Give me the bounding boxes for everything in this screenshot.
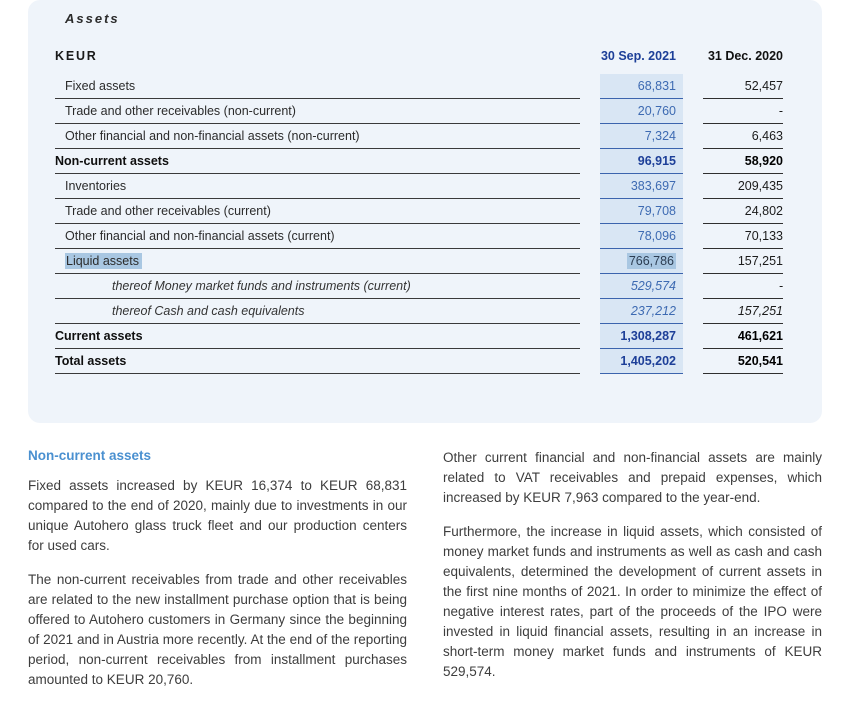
table-row [55, 149, 783, 174]
column-gap [683, 324, 703, 349]
value-2021: 766,786 [600, 249, 683, 274]
value-2021: 20,760 [600, 99, 683, 124]
value-2020: 58,920 [703, 149, 783, 174]
column-gap [683, 149, 703, 174]
column-gap [683, 299, 703, 324]
column-header-2021: 30 Sep. 2021 [600, 49, 676, 63]
row-label: Non-current assets [55, 149, 580, 174]
value-2020: 52,457 [703, 74, 783, 99]
column-gap [580, 249, 600, 274]
commentary-right-paragraphs [443, 448, 822, 682]
table-row [55, 349, 783, 374]
column-gap [580, 199, 600, 224]
column-header-2020: 31 Dec. 2020 [707, 49, 783, 63]
table-row [55, 299, 783, 324]
column-gap [683, 249, 703, 274]
value-2020: 520,541 [703, 349, 783, 374]
column-gap [580, 224, 600, 249]
table-row [55, 74, 783, 99]
paragraph: Furthermore, the increase in liquid assets, which consisted of money market funds and instruments as well as cash and cash equivalents, determined the development of current assets in the first nine months of 2021. In order to minimize the effect of negative interest rates, part of the proceeds of the IPO were invested in liquid financial assets, resulting in an increase in short-term money market funds and instruments of KEUR 529,574. [443, 524, 822, 679]
table-row [55, 199, 783, 224]
column-gap [683, 174, 703, 199]
row-label: Trade and other receivables (non-current) [55, 99, 580, 124]
value-2020: 6,463 [703, 124, 783, 149]
column-gap [580, 74, 600, 99]
table-header-row [55, 49, 783, 63]
column-gap [683, 224, 703, 249]
assets-panel [28, 0, 822, 423]
row-label: Other financial and non-financial assets (current) [55, 224, 580, 249]
paragraph: Fixed assets increased by KEUR 16,374 to KEUR 68,831 compared to the end of 2020, mainly due to investments in our unique Autohero glass truck fleet and our production centers for used cars. [28, 478, 407, 553]
value-2020: 157,251 [703, 299, 783, 324]
value-2021: 1,405,202 [600, 349, 683, 374]
paragraph: Other current financial and non-financial assets are mainly related to VAT receivables and prepaid expenses, which increased by KEUR 7,963 compared to the year-end. [443, 450, 822, 505]
row-label: Other financial and non-financial assets (non-current) [55, 124, 580, 149]
value-2020: 461,621 [703, 324, 783, 349]
value-2021: 383,697 [600, 174, 683, 199]
commentary-heading: Non-current assets [28, 448, 152, 463]
row-label: thereof Cash and cash equivalents [55, 299, 580, 324]
value-2020: 157,251 [703, 249, 783, 274]
column-gap [683, 124, 703, 149]
row-label: Liquid assets [55, 249, 580, 274]
table-row [55, 174, 783, 199]
column-gap [683, 74, 703, 99]
column-gap [580, 149, 600, 174]
value-2021: 96,915 [600, 149, 683, 174]
table-row [55, 99, 783, 124]
table-row [55, 274, 783, 299]
table-row [55, 224, 783, 249]
assets-table [55, 49, 783, 374]
commentary-section [28, 448, 822, 704]
commentary-left-paragraphs [28, 476, 407, 690]
table-body [55, 74, 783, 374]
value-2020: 70,133 [703, 224, 783, 249]
column-gap [683, 99, 703, 124]
table-row [55, 124, 783, 149]
column-gap [683, 199, 703, 224]
value-2020: 24,802 [703, 199, 783, 224]
value-2020: - [703, 99, 783, 124]
section-title: Assets [65, 11, 120, 26]
column-gap [683, 349, 703, 374]
column-header-keur: KEUR [55, 49, 98, 63]
row-label: thereof Money market funds and instruments (current) [55, 274, 580, 299]
value-2021: 7,324 [600, 124, 683, 149]
value-2021: 529,574 [600, 274, 683, 299]
column-gap [580, 349, 600, 374]
value-2021: 79,708 [600, 199, 683, 224]
table-row [55, 249, 783, 274]
column-gap [580, 324, 600, 349]
value-2021: 68,831 [600, 74, 683, 99]
paragraph: The non-current receivables from trade and other receivables are related to the new installment purchase option that is being offered to Autohero customers in Germany since the beginning of 2021 and in Austria more recently. At the end of the reporting period, non-current receivables from installment purchases amounted to KEUR 20,760. [28, 572, 407, 687]
row-label: Current assets [55, 324, 580, 349]
commentary-right-column [443, 448, 822, 704]
column-gap [580, 274, 600, 299]
column-gap [683, 274, 703, 299]
column-gap [580, 299, 600, 324]
row-label: Inventories [55, 174, 580, 199]
column-gap [580, 174, 600, 199]
column-gap [580, 124, 600, 149]
value-2021: 237,212 [600, 299, 683, 324]
row-label: Trade and other receivables (current) [55, 199, 580, 224]
value-2020: 209,435 [703, 174, 783, 199]
value-2020: - [703, 274, 783, 299]
column-gap [580, 99, 600, 124]
row-label: Total assets [55, 349, 580, 374]
value-2021: 78,096 [600, 224, 683, 249]
table-row [55, 324, 783, 349]
value-2021: 1,308,287 [600, 324, 683, 349]
commentary-left-column [28, 448, 407, 704]
row-label: Fixed assets [55, 74, 580, 99]
